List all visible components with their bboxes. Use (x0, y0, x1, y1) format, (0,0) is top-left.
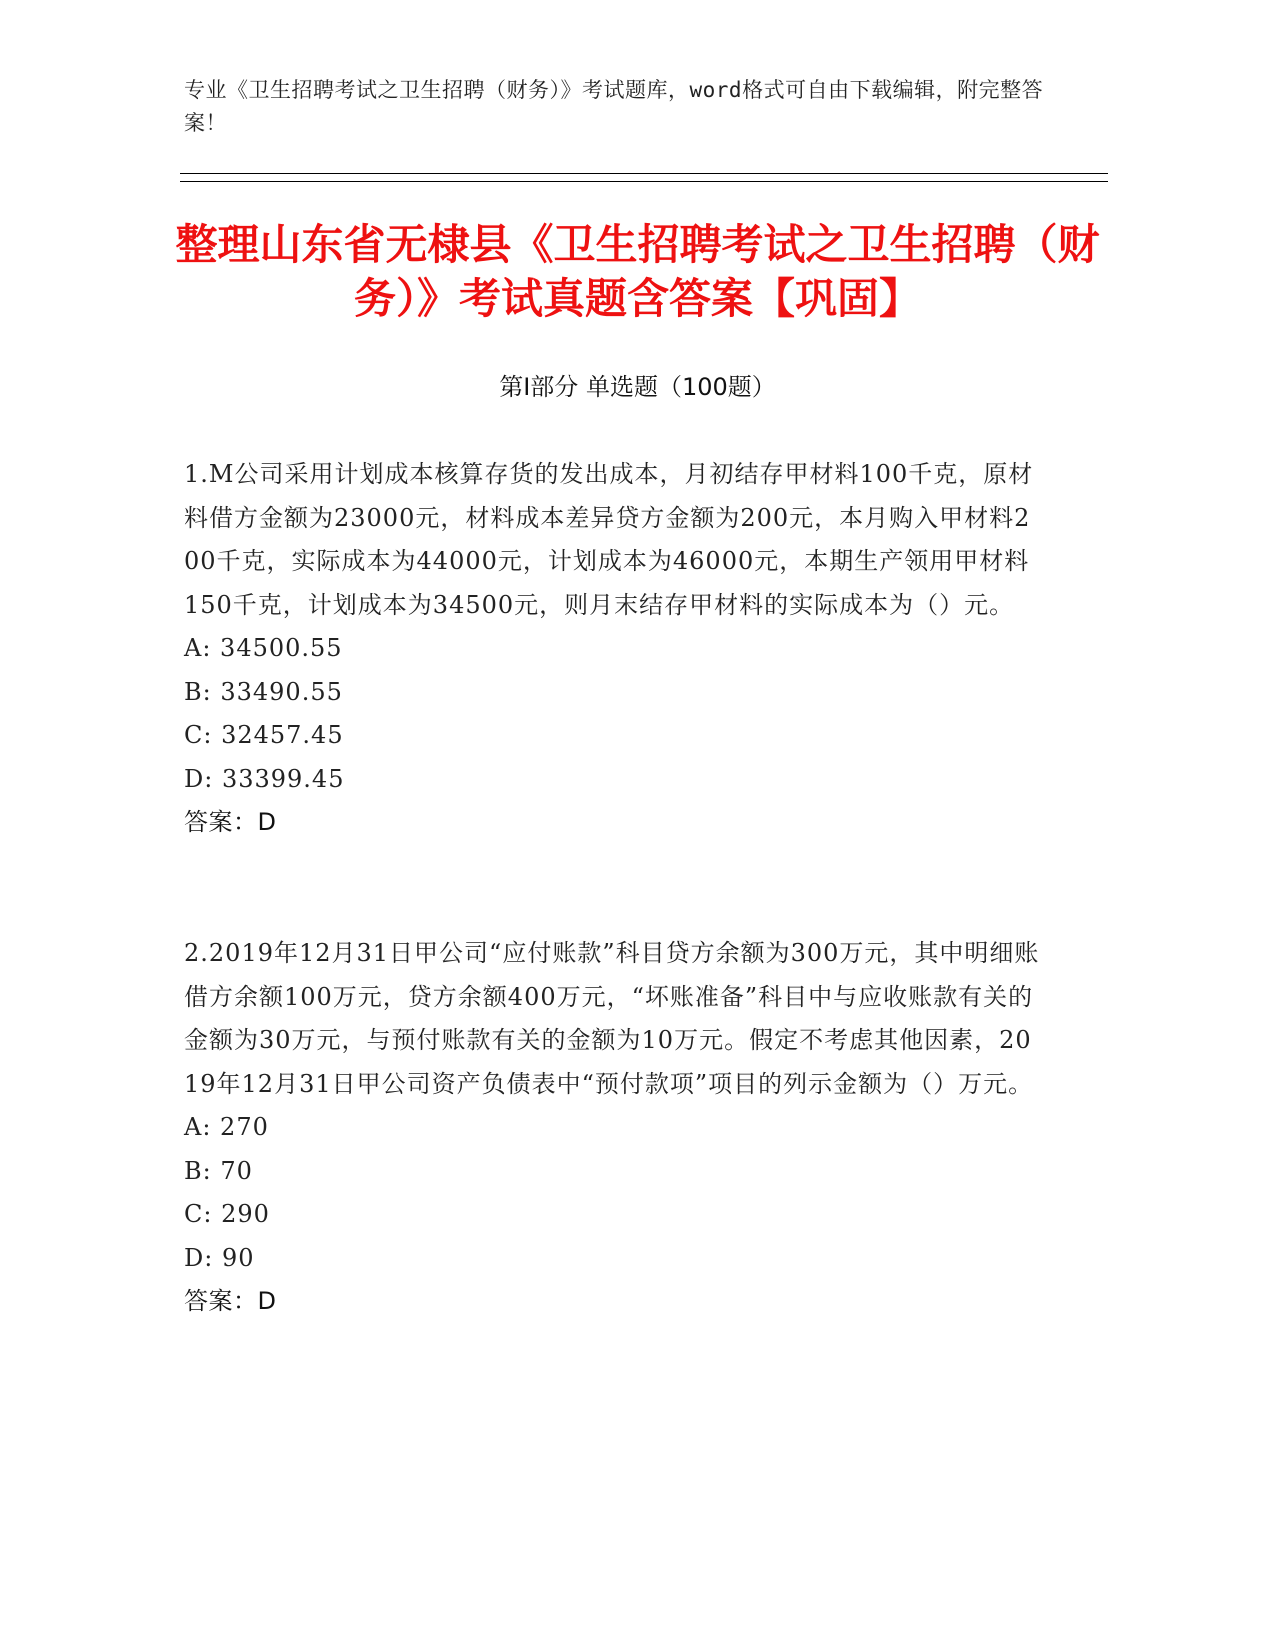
question-1 (184, 453, 1044, 845)
option-b: B: 70 (184, 1156, 253, 1185)
question-stem: 2.2019年12月31日甲公司“应付账款”科目贷方余额为300万元，其中明细账借方余额100万元，贷方余额400万元，“坏账准备”科目中与应收账款有关的金额为30万元，与预付账款有关的金额为10万元。假定不考虑其他因素，2019年12月31日甲公司资产负债表中“预付款项”项目的列示金额为（）万元。 (184, 939, 1040, 1098)
answer: 答案：D (184, 1287, 277, 1315)
section-heading: 第Ⅰ部分 单选题（100题） (499, 373, 776, 401)
option-d: D: 90 (184, 1243, 255, 1272)
answer: 答案：D (184, 808, 277, 836)
option-b: B: 33490.55 (184, 677, 343, 706)
option-c: C: 290 (184, 1200, 270, 1228)
option-a: A: 34500.55 (184, 634, 343, 662)
question-stem: 1.M公司采用计划成本核算存货的发出成本，月初结存甲材料100千克，原材料借方金额为23000元，材料成本差异贷方金额为200元，本月购入甲材料200千克，实际成本为44000元，计划成本为46000元，本期生产领用甲材料150千克，计划成本为34500元，则月末结存甲材料的实际成本为（）元。 (184, 460, 1034, 619)
header-note: 专业《卫生招聘考试之卫生招聘（财务）》考试题库，word格式可自由下载编辑，附完整答案！ (184, 78, 1044, 135)
option-a: A: 270 (184, 1113, 269, 1141)
document-title: 整理山东省无棣县《卫生招聘考试之卫生招聘（财务）》考试真题含答案【巩固】 (175, 220, 1100, 323)
header-rule-top (180, 173, 1108, 174)
option-c: C: 32457.45 (184, 721, 344, 749)
question-2 (184, 932, 1044, 1324)
option-d: D: 33399.45 (184, 764, 345, 793)
header-rule-bottom (180, 181, 1108, 182)
